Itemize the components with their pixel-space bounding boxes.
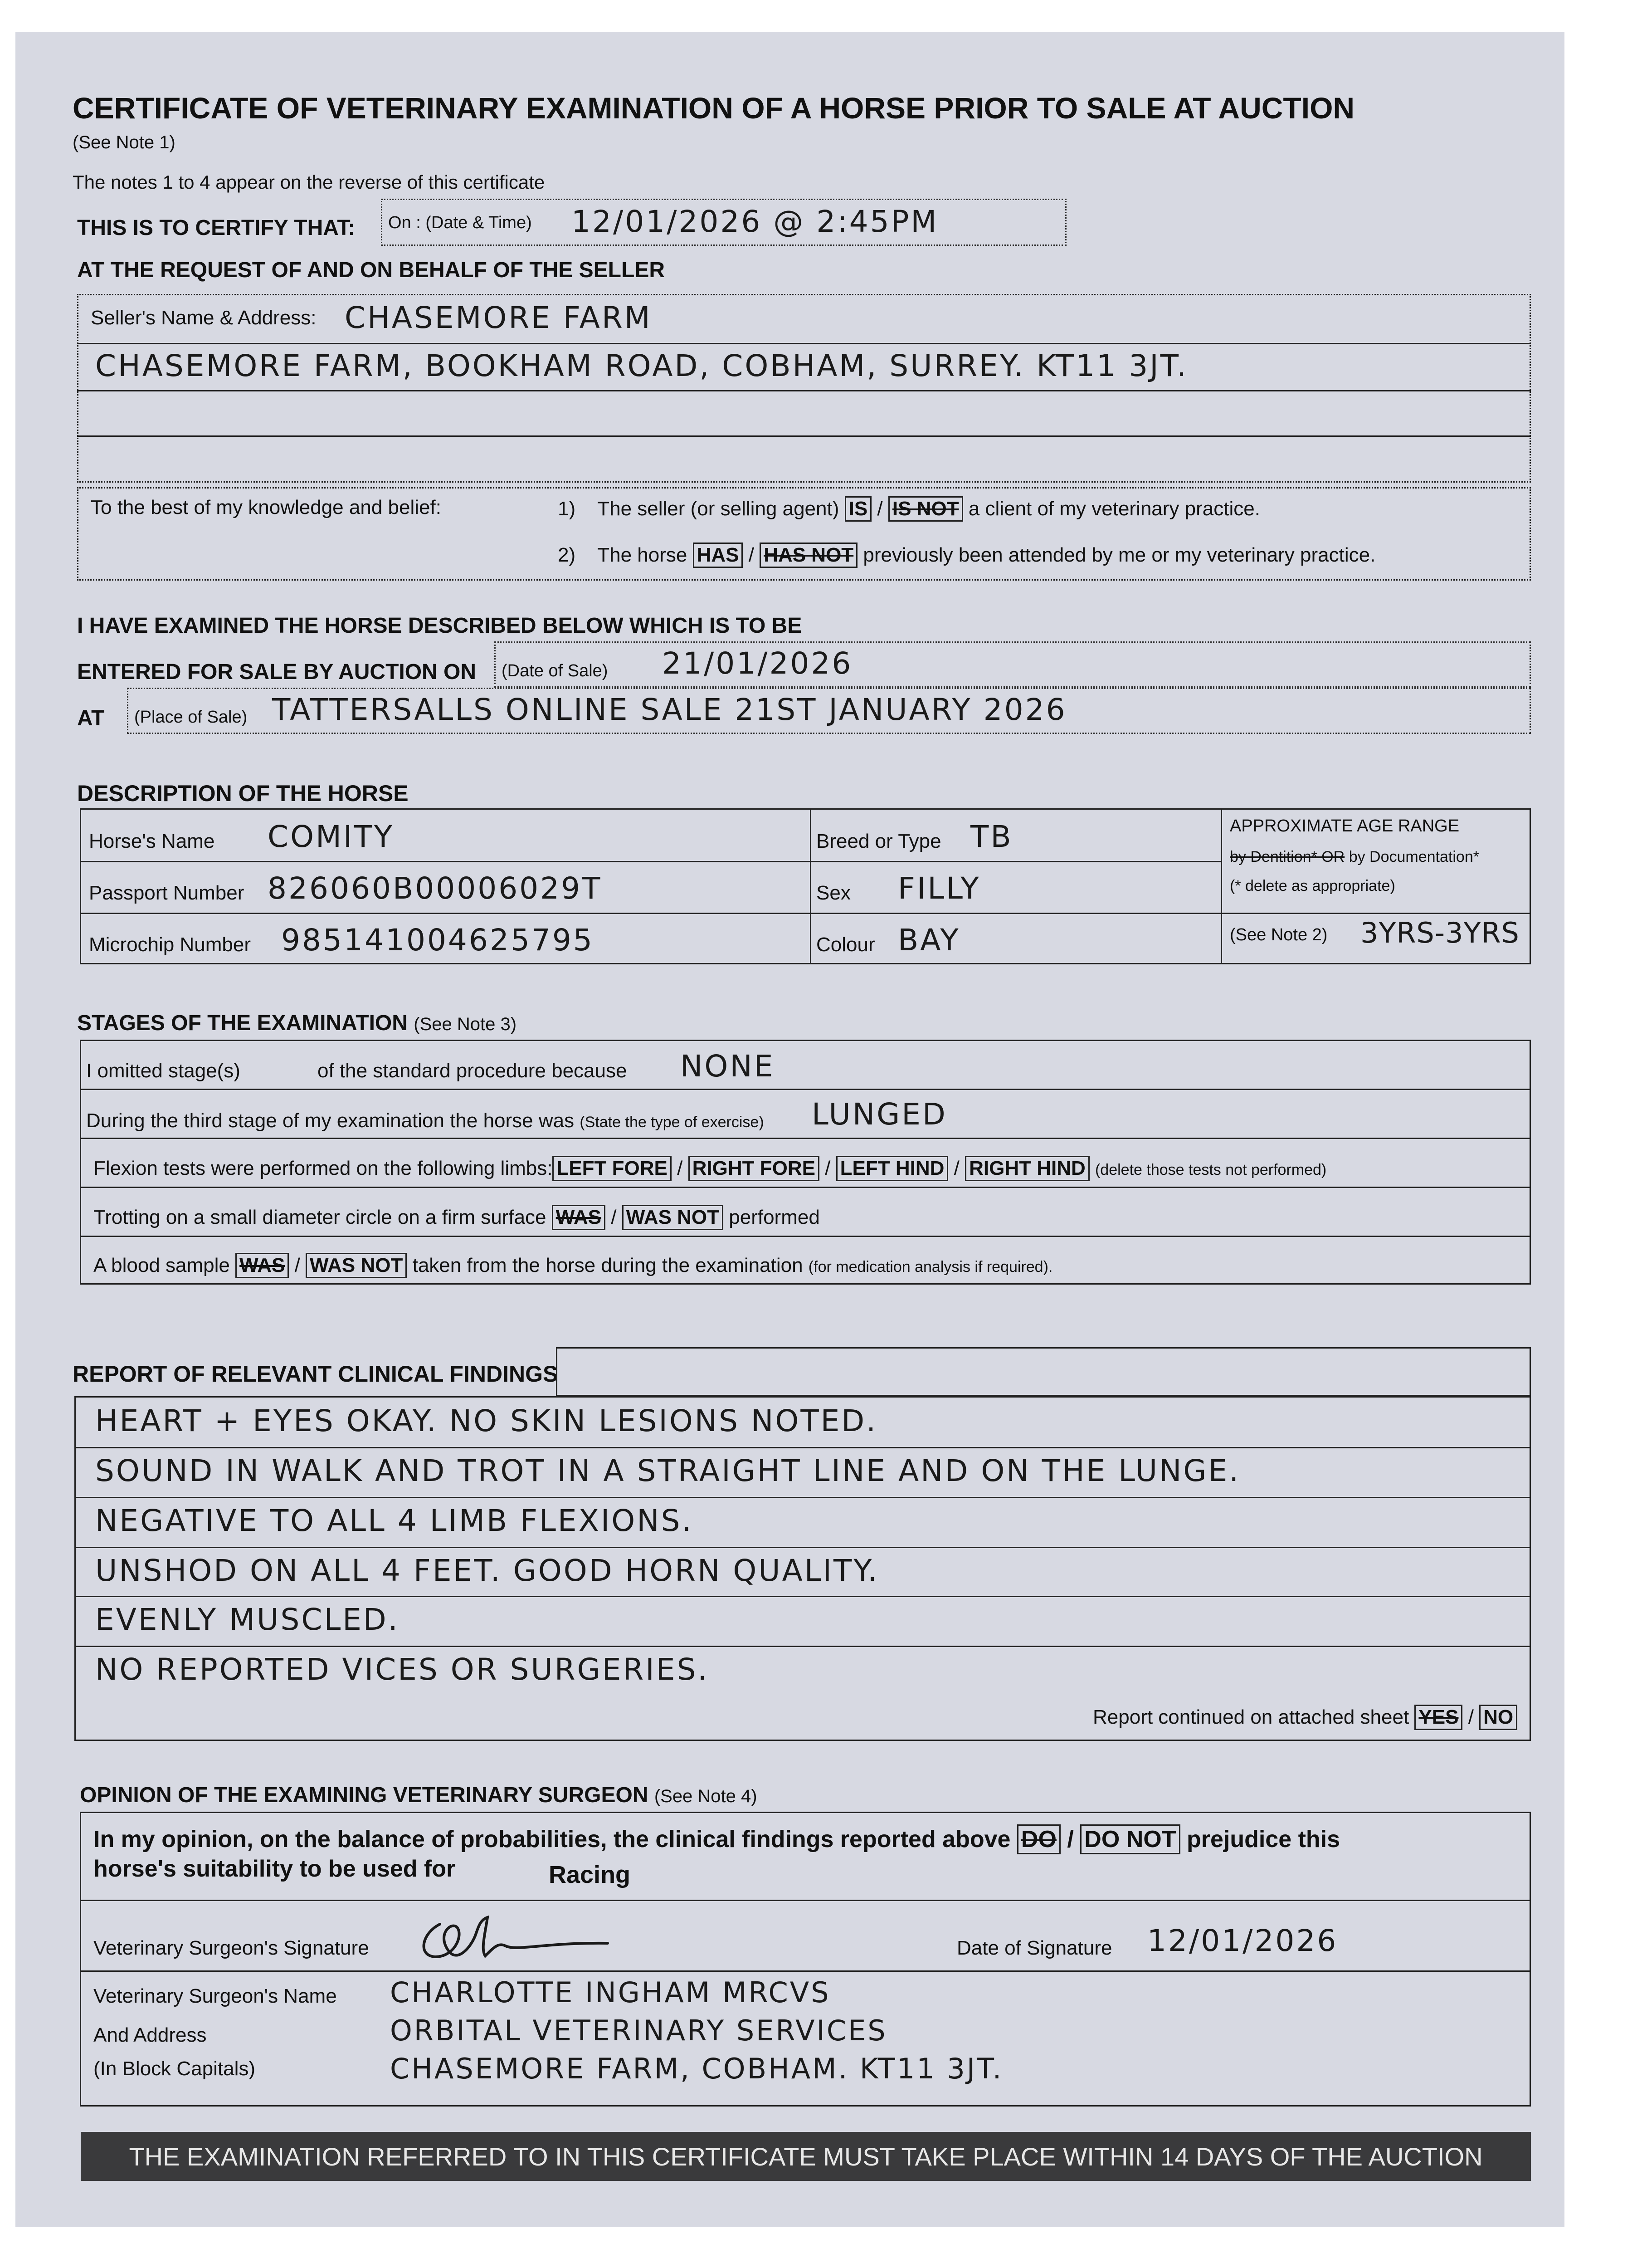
exercise-type-value[interactable]: LUNGED <box>812 1097 947 1132</box>
age-by-line <box>1230 848 1479 866</box>
opinion-sep: / <box>1067 1826 1074 1853</box>
stages-heading-line <box>77 1011 516 1036</box>
belief-item2-sep: / <box>748 544 754 566</box>
description-row-line-1 <box>80 861 1221 862</box>
report-finding-2[interactable]: SOUND IN WALK AND TROT IN A STRAIGHT LINE AND ON THE LUNGE. <box>95 1453 1241 1488</box>
seller-name-label: Seller's Name & Address: <box>91 307 317 329</box>
report-continued-line <box>1093 1705 1517 1730</box>
third-stage-line <box>86 1110 764 1132</box>
seller-is-option[interactable]: IS <box>845 496 872 522</box>
sale-date-value[interactable]: 21/01/2026 <box>662 646 853 681</box>
description-row-line-2 <box>80 913 1221 914</box>
trot-sep: / <box>611 1206 617 1228</box>
passport-number-label: Passport Number <box>89 882 244 904</box>
seller-line-3 <box>77 435 1531 437</box>
signature-label: Veterinary Surgeon's Signature <box>93 1937 369 1959</box>
flexion-line <box>93 1156 1326 1181</box>
breed-value[interactable]: TB <box>970 819 1013 854</box>
belief-item2 <box>558 543 1375 568</box>
seller-line-2 <box>77 390 1531 391</box>
sale-date-box <box>494 641 1531 688</box>
opinion-text-line-1 <box>93 1824 1340 1854</box>
sex-label: Sex <box>816 882 851 904</box>
report-continued-label: Report continued on attached sheet <box>1093 1706 1409 1728</box>
seller-line-1 <box>77 343 1531 344</box>
microchip-number-value[interactable]: 985141004625795 <box>281 923 594 958</box>
seller-is-not-option[interactable]: IS NOT <box>888 496 963 522</box>
report-line-4 <box>74 1596 1531 1597</box>
belief-item1-sep: / <box>877 498 883 520</box>
trotting-line <box>93 1205 820 1230</box>
stages-row-line-3 <box>80 1187 1531 1188</box>
belief-label: To the best of my knowledge and belief: <box>91 496 441 518</box>
colour-value[interactable]: BAY <box>898 923 960 958</box>
age-range-value[interactable]: 3YRS-3YRS <box>1360 916 1520 949</box>
opinion-do-not-option[interactable]: DO NOT <box>1080 1824 1180 1854</box>
opinion-see-note-4: (See Note 4) <box>654 1786 757 1806</box>
vet-name-value[interactable]: CHARLOTTE INGHAM MRCVS <box>390 1976 831 2009</box>
age-documentation-option[interactable]: by Documentation* <box>1349 848 1479 865</box>
belief-item1 <box>558 496 1260 522</box>
third-stage-label: During the third stage of my examination the horse was <box>86 1110 575 1132</box>
suitability-use-value[interactable]: Racing <box>549 1861 631 1888</box>
opinion-line-2 <box>80 1970 1531 1972</box>
report-heading-box <box>556 1347 1531 1396</box>
flex-right-fore[interactable]: RIGHT FORE <box>688 1156 819 1181</box>
description-age-line <box>1221 913 1531 914</box>
vet-address-label: And Address <box>93 2024 207 2046</box>
block-capitals-label: (In Block Capitals) <box>93 2058 256 2080</box>
microchip-number-label: Microchip Number <box>89 934 251 956</box>
flex-sep-3: / <box>954 1157 960 1179</box>
report-finding-3[interactable]: NEGATIVE TO ALL 4 LIMB FLEXIONS. <box>95 1503 693 1538</box>
trot-was-not-option[interactable]: WAS NOT <box>622 1205 723 1230</box>
signature-mark[interactable] <box>408 1906 626 1968</box>
opinion-heading: OPINION OF THE EXAMINING VETERINARY SURGEON <box>80 1783 648 1807</box>
omitted-stages-mid: of the standard procedure because <box>317 1060 627 1082</box>
belief-item1-text: The seller (or selling agent) <box>597 498 839 520</box>
opinion-text-line-2: horse's suitability to be used for <box>93 1856 456 1882</box>
blood-was-not-option[interactable]: WAS NOT <box>306 1253 407 1278</box>
horse-name-value[interactable]: COMITY <box>268 819 395 854</box>
blood-sep: / <box>294 1254 300 1276</box>
description-divider-2 <box>1221 808 1222 964</box>
third-stage-note: (State the type of exercise) <box>580 1114 764 1131</box>
place-of-sale-value[interactable]: TATTERSALLS ONLINE SALE 21ST JANUARY 2026 <box>272 692 1067 727</box>
flex-right-hind[interactable]: RIGHT HIND <box>965 1156 1090 1181</box>
opinion-line-1 <box>80 1900 1531 1901</box>
continued-yes-option[interactable]: YES <box>1414 1705 1462 1730</box>
report-line-3 <box>74 1547 1531 1548</box>
age-range-heading: APPROXIMATE AGE RANGE <box>1230 816 1460 836</box>
age-delete-note: (* delete as appropriate) <box>1230 877 1395 894</box>
report-finding-6[interactable]: NO REPORTED VICES OR SURGERIES. <box>95 1652 709 1687</box>
belief-item1-tail: a client of my veterinary practice. <box>968 498 1260 520</box>
seller-address-value[interactable]: CHASEMORE FARM, BOOKHAM ROAD, COBHAM, SURREY. KT11 3JT. <box>95 348 1189 383</box>
trotting-tail: performed <box>729 1206 820 1228</box>
trot-was-option[interactable]: WAS <box>552 1205 605 1230</box>
omitted-stages-label: I omitted stage(s) <box>86 1060 240 1082</box>
seller-name-value[interactable]: CHASEMORE FARM <box>345 300 652 335</box>
passport-number-value[interactable]: 826060B00006029T <box>268 871 602 906</box>
belief-item1-num: 1) <box>558 498 576 520</box>
opinion-heading-line <box>80 1783 757 1808</box>
flex-sep-2: / <box>825 1157 831 1179</box>
sex-value[interactable]: FILLY <box>898 871 981 906</box>
certificate-title: CERTIFICATE OF VETERINARY EXAMINATION OF A HORSE PRIOR TO SALE AT AUCTION <box>73 91 1355 125</box>
date-of-signature-value[interactable]: 12/01/2026 <box>1147 1923 1338 1958</box>
flex-left-fore[interactable]: LEFT FORE <box>552 1156 671 1181</box>
examined-label: I HAVE EXAMINED THE HORSE DESCRIBED BELOW WHICH IS TO BE <box>77 614 802 638</box>
at-label: AT <box>77 706 105 730</box>
notes-line: The notes 1 to 4 appear on the reverse of this certificate <box>73 171 545 193</box>
horse-name-label: Horse's Name <box>89 830 215 852</box>
horse-has-not-option[interactable]: HAS NOT <box>760 543 858 568</box>
age-dentition-option[interactable]: by Dentition* OR <box>1230 848 1345 865</box>
colour-label: Colour <box>816 934 875 956</box>
trotting-label: Trotting on a small diameter circle on a firm surface <box>93 1206 546 1228</box>
stages-heading: STAGES OF THE EXAMINATION <box>77 1011 408 1035</box>
description-divider-1 <box>810 808 811 964</box>
blood-line <box>93 1253 1052 1278</box>
blood-tail: taken from the horse during the examination <box>412 1254 803 1276</box>
vet-name-label: Veterinary Surgeon's Name <box>93 1985 337 2007</box>
see-note-1: (See Note 1) <box>73 132 175 152</box>
entered-label: ENTERED FOR SALE BY AUCTION ON <box>77 660 477 684</box>
belief-item2-tail: previously been attended by me or my veterinary practice. <box>863 544 1376 566</box>
place-of-sale-label: (Place of Sale) <box>134 708 248 727</box>
breed-label: Breed or Type <box>816 830 941 852</box>
blood-label: A blood sample <box>93 1254 230 1276</box>
stages-row-line-1 <box>80 1089 1531 1090</box>
flex-sep-1: / <box>677 1157 683 1179</box>
age-see-note-2: (See Note 2) <box>1230 925 1328 944</box>
belief-item2-num: 2) <box>558 544 576 566</box>
certify-label: THIS IS TO CERTIFY THAT: <box>77 216 356 240</box>
opinion-do-option[interactable]: DO <box>1017 1824 1061 1854</box>
footer-banner: THE EXAMINATION REFERRED TO IN THIS CERTIFICATE MUST TAKE PLACE WITHIN 14 DAYS OF THE AUCTION <box>81 2132 1531 2181</box>
continued-no-option[interactable]: NO <box>1479 1705 1517 1730</box>
report-finding-1[interactable]: HEART + EYES OKAY. NO SKIN LESIONS NOTED. <box>95 1403 878 1438</box>
continued-sep: / <box>1468 1706 1474 1728</box>
blood-note: (for medication analysis if required). <box>808 1258 1053 1276</box>
opinion-text-end: prejudice this <box>1186 1826 1340 1853</box>
report-line-2 <box>74 1497 1531 1498</box>
date-of-sale-label: (Date of Sale) <box>502 661 608 680</box>
report-finding-4[interactable]: UNSHOD ON ALL 4 FEET. GOOD HORN QUALITY. <box>95 1553 879 1588</box>
flexion-note: (delete those tests not performed) <box>1095 1161 1327 1178</box>
stages-row-line-2 <box>80 1138 1531 1139</box>
horse-has-option[interactable]: HAS <box>693 543 743 568</box>
flex-left-hind[interactable]: LEFT HIND <box>836 1156 949 1181</box>
opinion-text-start: In my opinion, on the balance of probabilities, the clinical findings reported above <box>93 1826 1011 1853</box>
report-line-1 <box>74 1447 1531 1448</box>
blood-was-option[interactable]: WAS <box>235 1253 289 1278</box>
vet-practice-value[interactable]: ORBITAL VETERINARY SERVICES <box>390 2014 887 2047</box>
stages-see-note-3: (See Note 3) <box>414 1014 517 1034</box>
request-label: AT THE REQUEST OF AND ON BEHALF OF THE SELLER <box>77 258 665 282</box>
belief-item2-text: The horse <box>597 544 687 566</box>
report-heading: REPORT OF RELEVANT CLINICAL FINDINGS <box>73 1361 558 1387</box>
on-date-time-label: On : (Date & Time) <box>388 213 532 232</box>
exam-date-time-value[interactable]: 12/01/2026 @ 2:45PM <box>571 204 939 239</box>
vet-address-value[interactable]: CHASEMORE FARM, COBHAM. KT11 3JT. <box>390 2052 1004 2085</box>
report-finding-5[interactable]: EVENLY MUSCLED. <box>95 1602 400 1637</box>
omitted-stages-value[interactable]: NONE <box>680 1049 775 1084</box>
stages-row-line-4 <box>80 1236 1531 1237</box>
report-line-5 <box>74 1646 1531 1647</box>
flexion-label: Flexion tests were performed on the following limbs: <box>93 1157 553 1179</box>
description-heading: DESCRIPTION OF THE HORSE <box>77 781 409 806</box>
date-of-signature-label: Date of Signature <box>957 1937 1112 1959</box>
